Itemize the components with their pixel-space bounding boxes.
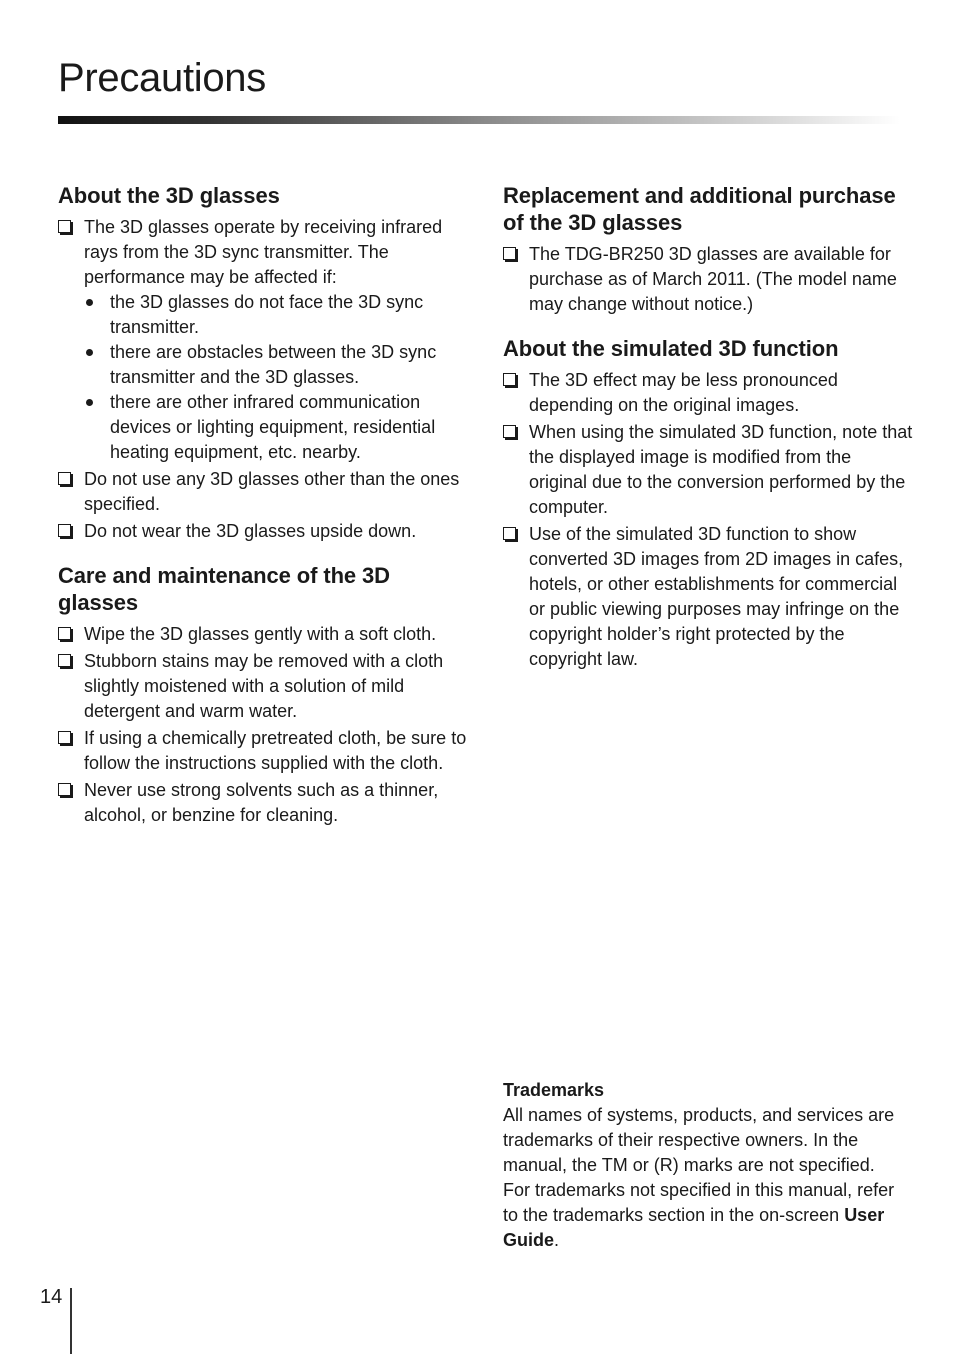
item-text: The 3D effect may be less pronounced depending on the original images. [529, 370, 838, 415]
item-text: Wipe the 3D glasses gently with a soft cloth. [84, 624, 437, 644]
bullet-item [84, 390, 468, 465]
checkbox-icon [58, 783, 71, 796]
section-heading: About the 3D glasses [58, 183, 280, 208]
user-guide-ref: User Guide [503, 1205, 885, 1250]
checklist-item [503, 420, 913, 520]
section-simulated-3d [503, 335, 913, 672]
title-rule [58, 116, 900, 124]
checklist-item [58, 726, 468, 776]
left-column [58, 182, 468, 846]
section-heading: Care and maintenance of the 3D glasses [58, 563, 390, 615]
checkbox-icon [503, 247, 516, 260]
checklist-item [503, 522, 913, 672]
section-replacement-purchase [503, 182, 913, 317]
item-text: Do not use any 3D glasses other than the ones specified. [84, 469, 460, 514]
item-text: Do not wear the 3D glasses upside down. [84, 521, 417, 541]
checklist-item [58, 778, 468, 828]
trademarks-text-pre: For trademarks not specified in this manual, refer to the trademarks section in the on-screen [503, 1180, 895, 1225]
bullet-item [84, 290, 468, 340]
checklist-item [58, 649, 468, 724]
checkbox-icon [503, 527, 516, 540]
trademarks-title: Trademarks [503, 1080, 605, 1100]
trademarks-note [503, 1078, 903, 1253]
bullet-text: there are other infrared communication devices or lighting equipment, residential heating equipment, etc. nearby. [110, 392, 436, 462]
checklist-item [503, 242, 913, 317]
item-text: Never use strong solvents such as a thinner, alcohol, or benzine for cleaning. [84, 780, 439, 825]
item-text: If using a chemically pretreated cloth, be sure to follow the instructions supplied with the cloth. [84, 728, 467, 773]
checkbox-icon [58, 472, 71, 485]
trademarks-text: All names of systems, products, and services are trademarks of their respective owners. In the manual, the TM or (R) marks are not specified. [503, 1105, 895, 1175]
checklist-item [58, 467, 468, 517]
page-number: 14 [40, 1286, 63, 1308]
page-number-divider [70, 1288, 72, 1354]
page-title: Precautions [58, 56, 266, 100]
checkbox-icon [503, 373, 516, 386]
checkbox-icon [58, 220, 71, 233]
item-text: The TDG-BR250 3D glasses are available for purchase as of March 2011. (The model name may change without notice.) [529, 244, 897, 314]
bullet-item [84, 340, 468, 390]
checklist-item [58, 519, 468, 544]
section-heading: Replacement and additional purchase of the 3D glasses [503, 183, 896, 235]
item-text: Stubborn stains may be removed with a cloth slightly moistened with a solution of mild detergent and warm water. [84, 651, 444, 721]
item-text: Use of the simulated 3D function to show converted 3D images from 2D images in cafes, hotels, or other establishments for commercial or public viewing purposes may infringe on the copyright holder’s right protected by the copyright law. [529, 524, 904, 669]
section-heading: About the simulated 3D function [503, 336, 839, 361]
bullet-icon [86, 399, 93, 406]
trademarks-text-post: . [554, 1230, 560, 1250]
checkbox-icon [58, 731, 71, 744]
checkbox-icon [503, 425, 516, 438]
item-text: The 3D glasses operate by receiving infrared rays from the 3D sync transmitter. The performance may be affected if: [84, 217, 443, 287]
bullet-icon [86, 349, 93, 356]
bullet-text: there are obstacles between the 3D sync transmitter and the 3D glasses. [110, 342, 437, 387]
checklist-item [58, 622, 468, 647]
right-column [503, 182, 913, 690]
checkbox-icon [58, 654, 71, 667]
bullet-icon [86, 299, 93, 306]
item-text: When using the simulated 3D function, note that the displayed image is modified from the original due to the conversion performed by the computer. [529, 422, 913, 517]
checkbox-icon [58, 627, 71, 640]
section-care-maintenance [58, 562, 468, 828]
checklist-item [503, 368, 913, 418]
checklist-item [58, 215, 468, 465]
section-3d-glasses [58, 182, 468, 544]
trademarks-text-2 [503, 1178, 903, 1253]
bullet-text: the 3D glasses do not face the 3D sync transmitter. [110, 292, 424, 337]
checkbox-icon [58, 524, 71, 537]
